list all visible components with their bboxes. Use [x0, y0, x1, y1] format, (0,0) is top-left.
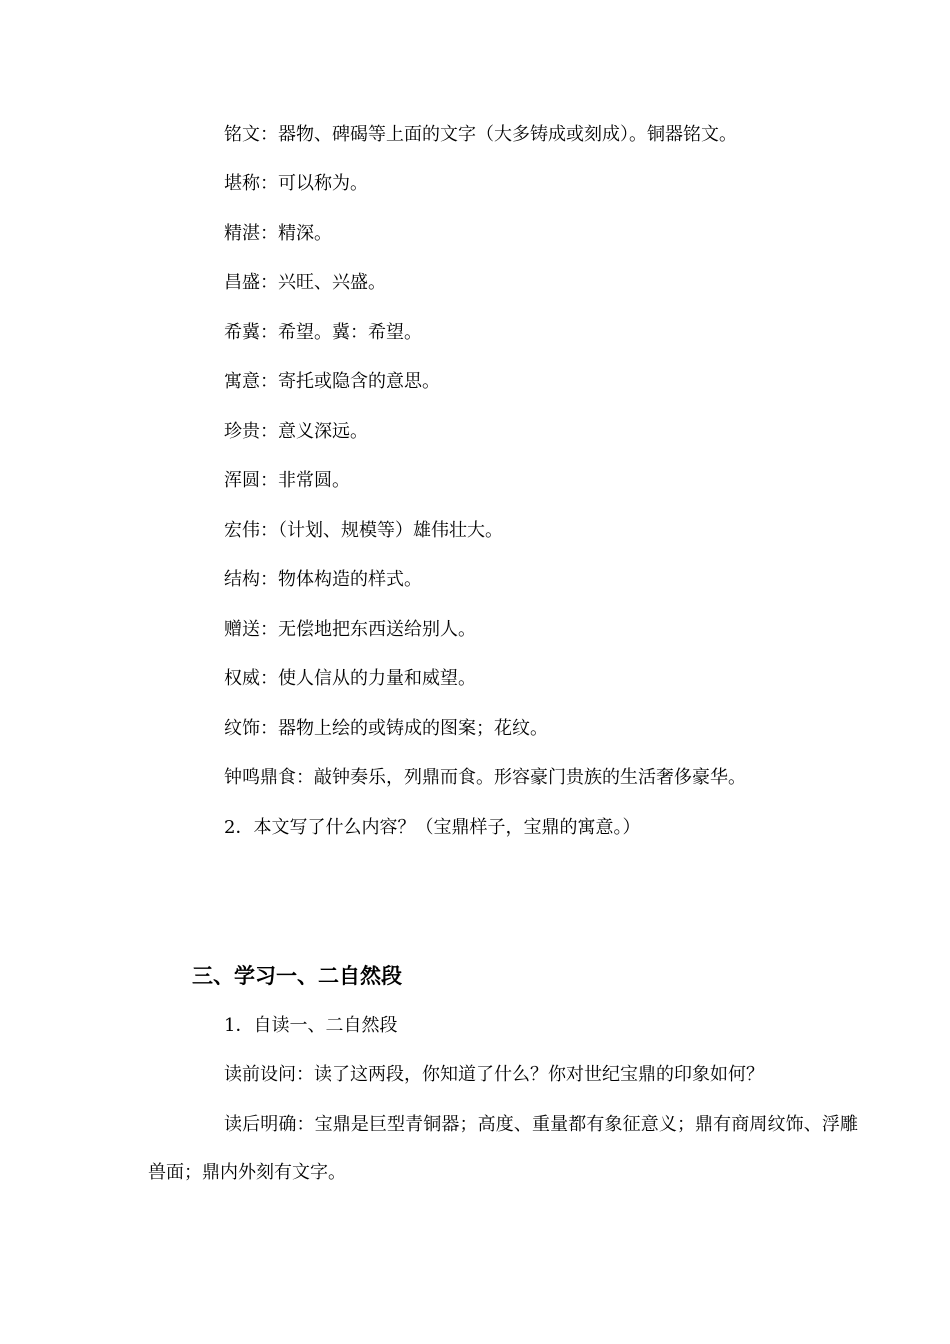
vocab-line-xiji: 希冀：希望。冀：希望。: [224, 322, 422, 343]
vocab-line-wenshi: 纹饰：器物上绘的或铸成的图案；花纹。: [224, 718, 548, 739]
vocab-line-jingzhan: 精湛：精深。: [224, 223, 332, 244]
section-heading: 三、学习一、二自然段: [192, 964, 402, 988]
vocab-line-zhongmingdingshi: 钟鸣鼎食：敲钟奏乐，列鼎而食。形容豪门贵族的生活奢侈豪华。: [224, 767, 746, 788]
vocab-line-quanwei: 权威：使人信从的力量和威望。: [224, 668, 476, 689]
question-2: 2．本文写了什么内容？（宝鼎样子，宝鼎的寓意。）: [224, 817, 641, 838]
vocab-line-inscription: 铭文：器物、碑碣等上面的文字（大多铸成或刻成）。铜器铭文。: [224, 124, 737, 145]
vocab-line-zengsong: 赠送：无偿地把东西送给别人。: [224, 619, 476, 640]
vocab-line-hunyuan: 浑圆：非常圆。: [224, 470, 350, 491]
vocab-line-yuyi: 寓意：寄托或隐含的意思。: [224, 371, 440, 392]
post-reading-answer: 读后明确：宝鼎是巨型青铜器；高度、重量都有象征意义；鼎有商周纹饰、浮雕兽面；鼎内外刻有文字。: [148, 1114, 858, 1183]
vocab-line-kancheng: 堪称：可以称为。: [224, 173, 368, 194]
vocab-line-hongwei: 宏伟：（计划、规模等）雄伟壮大。: [224, 520, 503, 541]
pre-reading-question: 读前设问：读了这两段，你知道了什么？你对世纪宝鼎的印象如何？: [224, 1064, 764, 1085]
vocab-line-jiegou: 结构：物体构造的样式。: [224, 569, 422, 590]
step-1: 1．自读一、二自然段: [224, 1015, 398, 1036]
vocab-line-zhengui: 珍贵：意义深远。: [224, 421, 368, 442]
vocab-line-changsheng: 昌盛：兴旺、兴盛。: [224, 272, 386, 293]
